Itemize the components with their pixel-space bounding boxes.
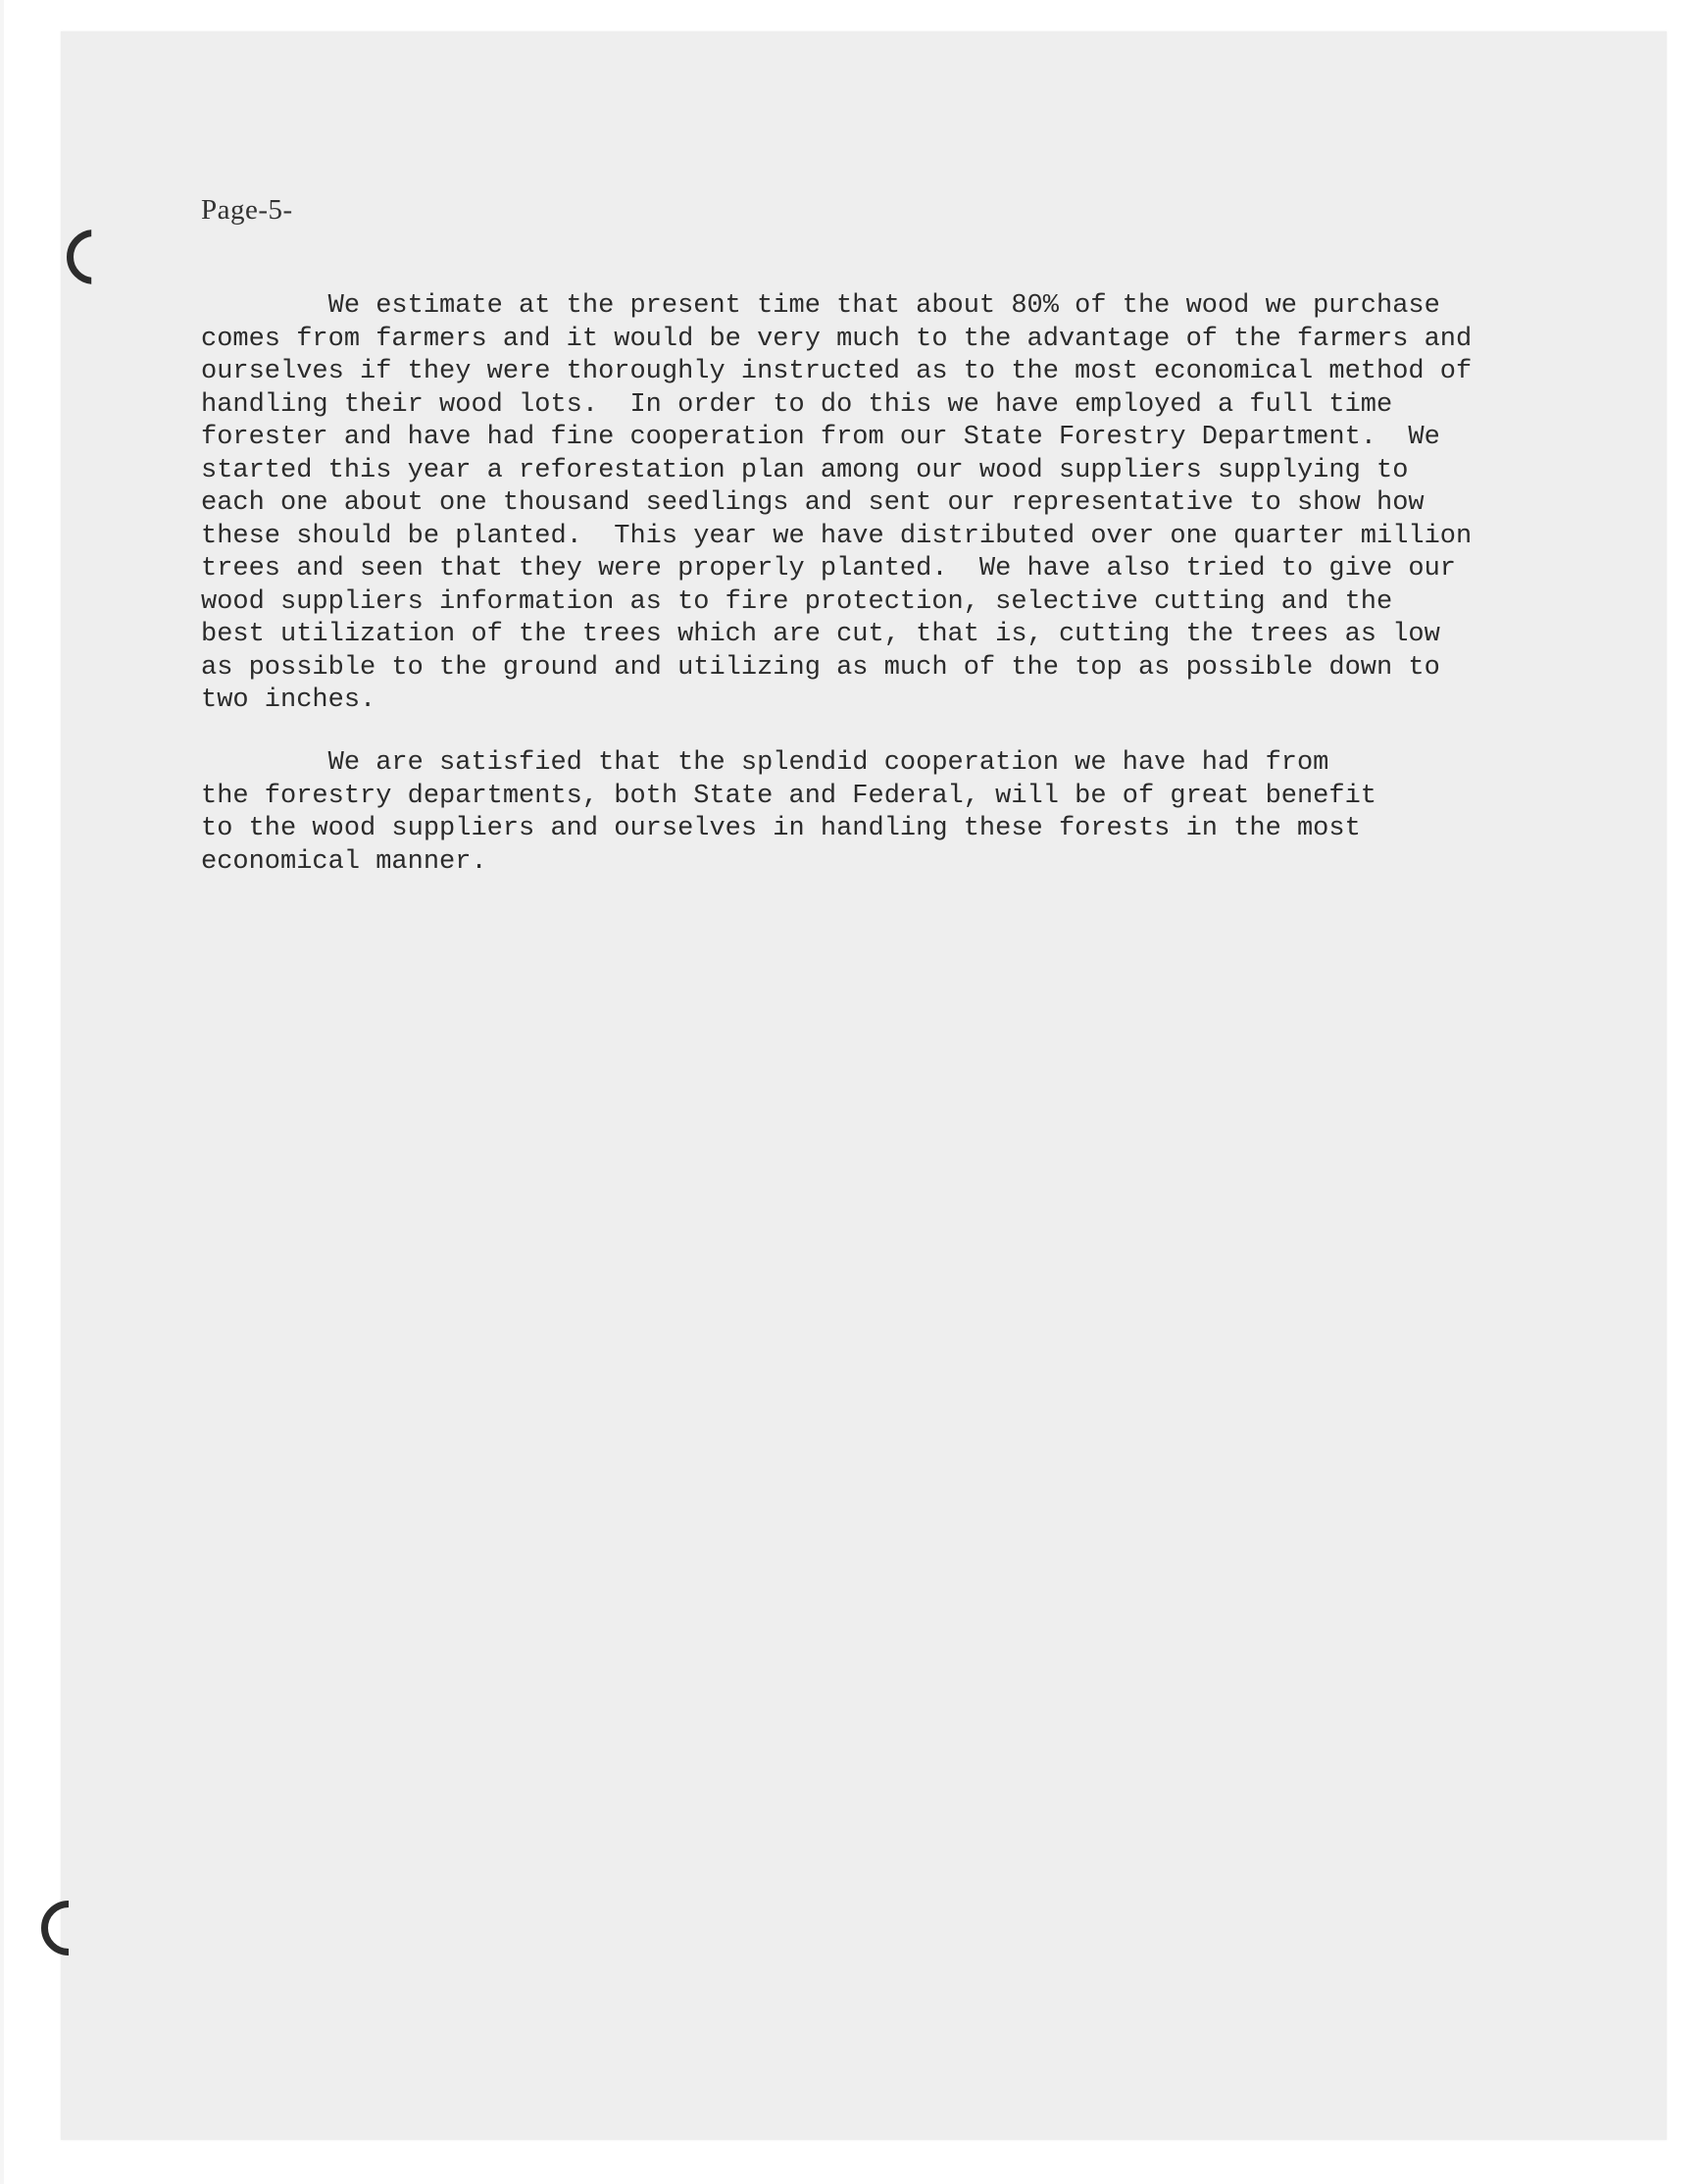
scan-edge	[0, 0, 4, 2184]
text-line: two inches.	[201, 686, 376, 715]
text-line: wood suppliers information as to fire protection, selective cutting and the	[201, 586, 1393, 617]
text-line: handling their wood lots. In order to do this we have employed a full time	[201, 389, 1393, 420]
paragraph-2	[201, 747, 1632, 879]
page-number: Page-5-	[201, 194, 293, 226]
text-line: economical manner.	[201, 846, 487, 877]
text-line: We estimate at the present time that about 80% of the wood we purchase	[201, 291, 1440, 321]
paragraph-1	[201, 290, 1632, 718]
text-line: the forestry departments, both State and Federal, will be of great benefit	[201, 781, 1376, 811]
text-line: We are satisfied that the splendid cooperation we have had from	[201, 748, 1329, 778]
text-line: each one about one thousand seedlings and sent our representative to show how	[201, 488, 1425, 518]
text-line: best utilization of the trees which are cut, that is, cutting the trees as low	[201, 620, 1440, 649]
text-line: as possible to the ground and utilizing as much of the top as possible down to	[201, 652, 1440, 683]
text-line: to the wood suppliers and ourselves in handling these forests in the most	[201, 814, 1361, 843]
text-line: trees and seen that they were properly planted. We have also tried to give our	[201, 554, 1457, 584]
text-line: these should be planted. This year we have distributed over one quarter million	[201, 521, 1473, 551]
text-line: forester and have had fine cooperation from our State Forestry Department. We	[201, 423, 1440, 452]
text-line: comes from farmers and it would be very much to the advantage of the farmers and	[201, 324, 1473, 354]
text-line: ourselves if they were thoroughly instructed as to the most economical method of	[201, 357, 1473, 386]
text-line: started this year a reforestation plan among our wood suppliers supplying to	[201, 455, 1409, 485]
